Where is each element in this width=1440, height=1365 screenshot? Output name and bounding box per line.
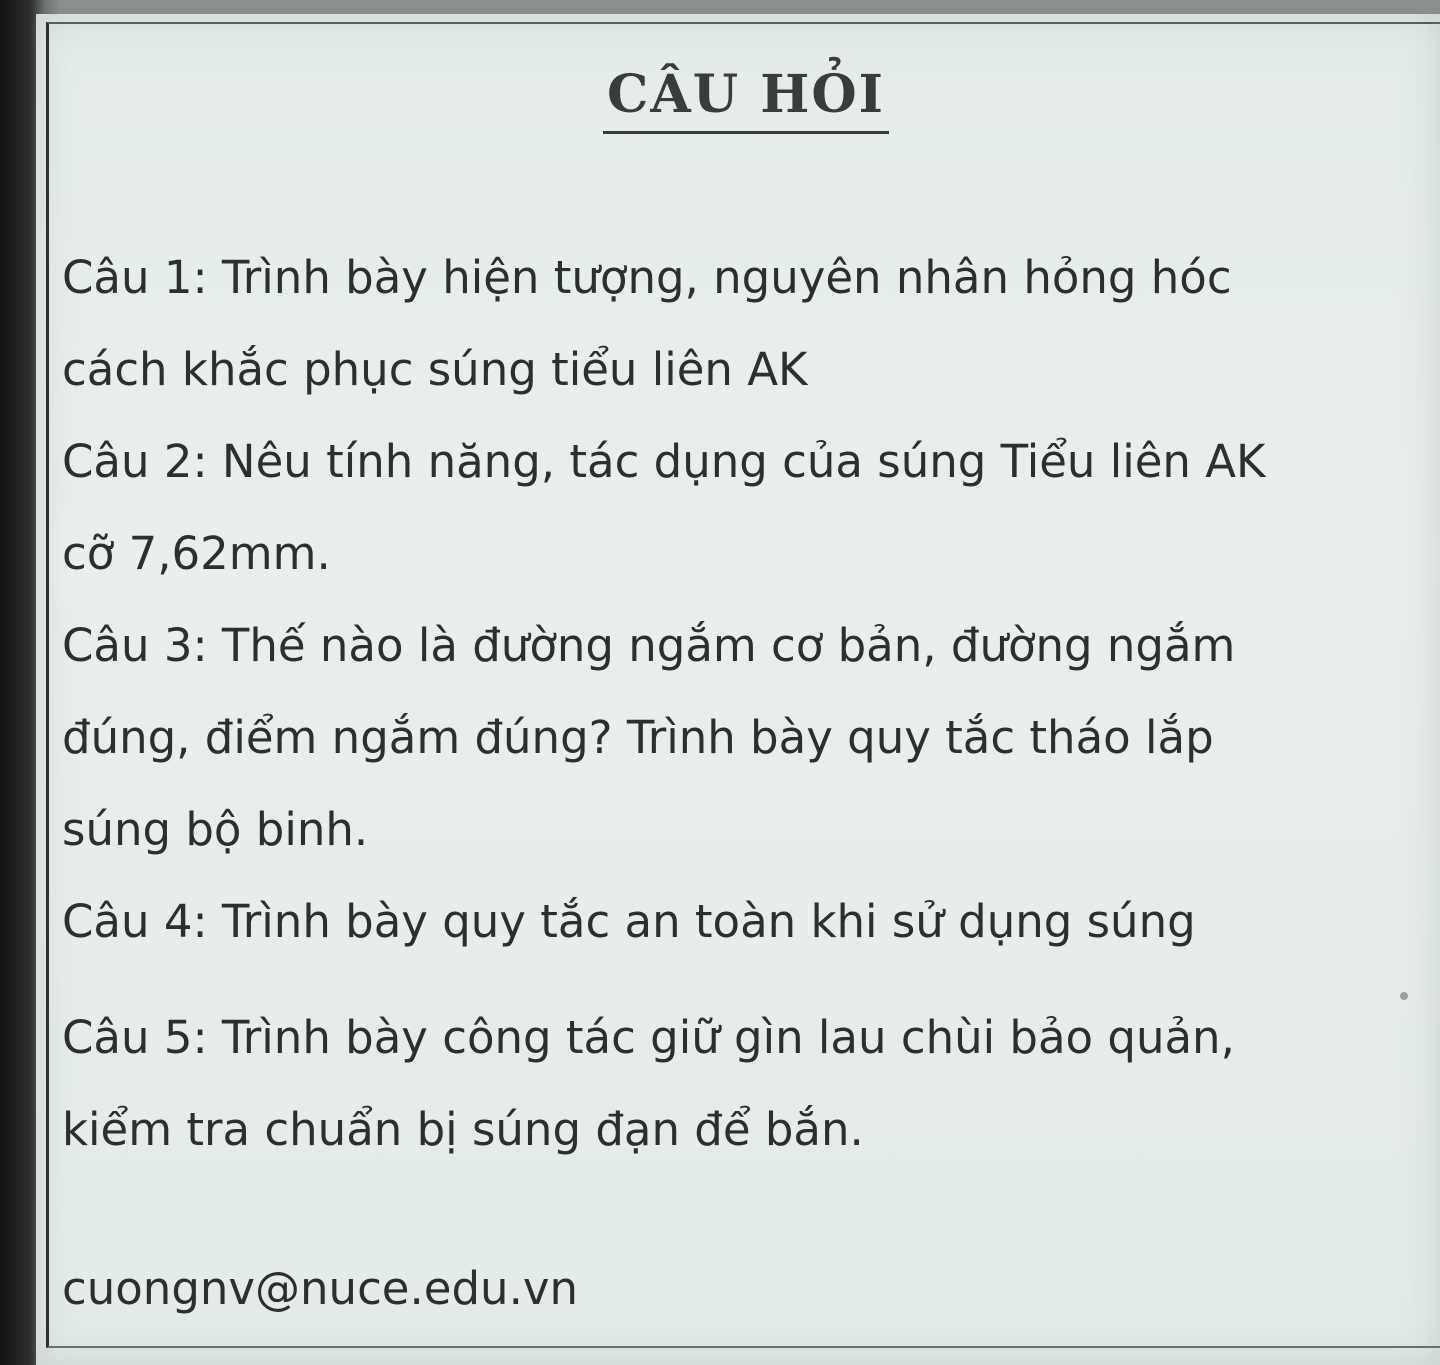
question-1-line-1: Câu 1: Trình bày hiện tượng, nguyên nhân hỏng hóc bbox=[62, 251, 1232, 304]
question-2-line-2: cỡ 7,62mm. bbox=[62, 527, 331, 580]
question-list bbox=[62, 232, 1402, 1176]
author-email: cuongnv@nuce.edu.vn bbox=[62, 1262, 579, 1315]
question-3-line-1: Câu 3: Thế nào là đường ngắm cơ bản, đường ngắm bbox=[62, 619, 1236, 672]
question-5-line-2: kiểm tra chuẩn bị súng đạn để bắn. bbox=[62, 1103, 864, 1156]
question-1-line-2: cách khắc phục súng tiểu liên AK bbox=[62, 343, 808, 396]
question-5-line-1: Câu 5: Trình bày công tác giữ gìn lau chùi bảo quản, bbox=[62, 1011, 1235, 1064]
slide-title-text: CÂU HỎI bbox=[603, 64, 889, 134]
question-3-line-3: súng bộ binh. bbox=[62, 803, 369, 856]
screen-speck bbox=[1400, 992, 1408, 1000]
question-4-line-1: Câu 4: Trình bày quy tắc an toàn khi sử dụng súng bbox=[62, 895, 1196, 948]
question-2-line-1: Câu 2: Nêu tính năng, tác dụng của súng Tiểu liên AK bbox=[62, 435, 1266, 488]
slide-title bbox=[49, 64, 1440, 134]
question-3-line-2: đúng, điểm ngắm đúng? Trình bày quy tắc tháo lắp bbox=[62, 711, 1214, 764]
